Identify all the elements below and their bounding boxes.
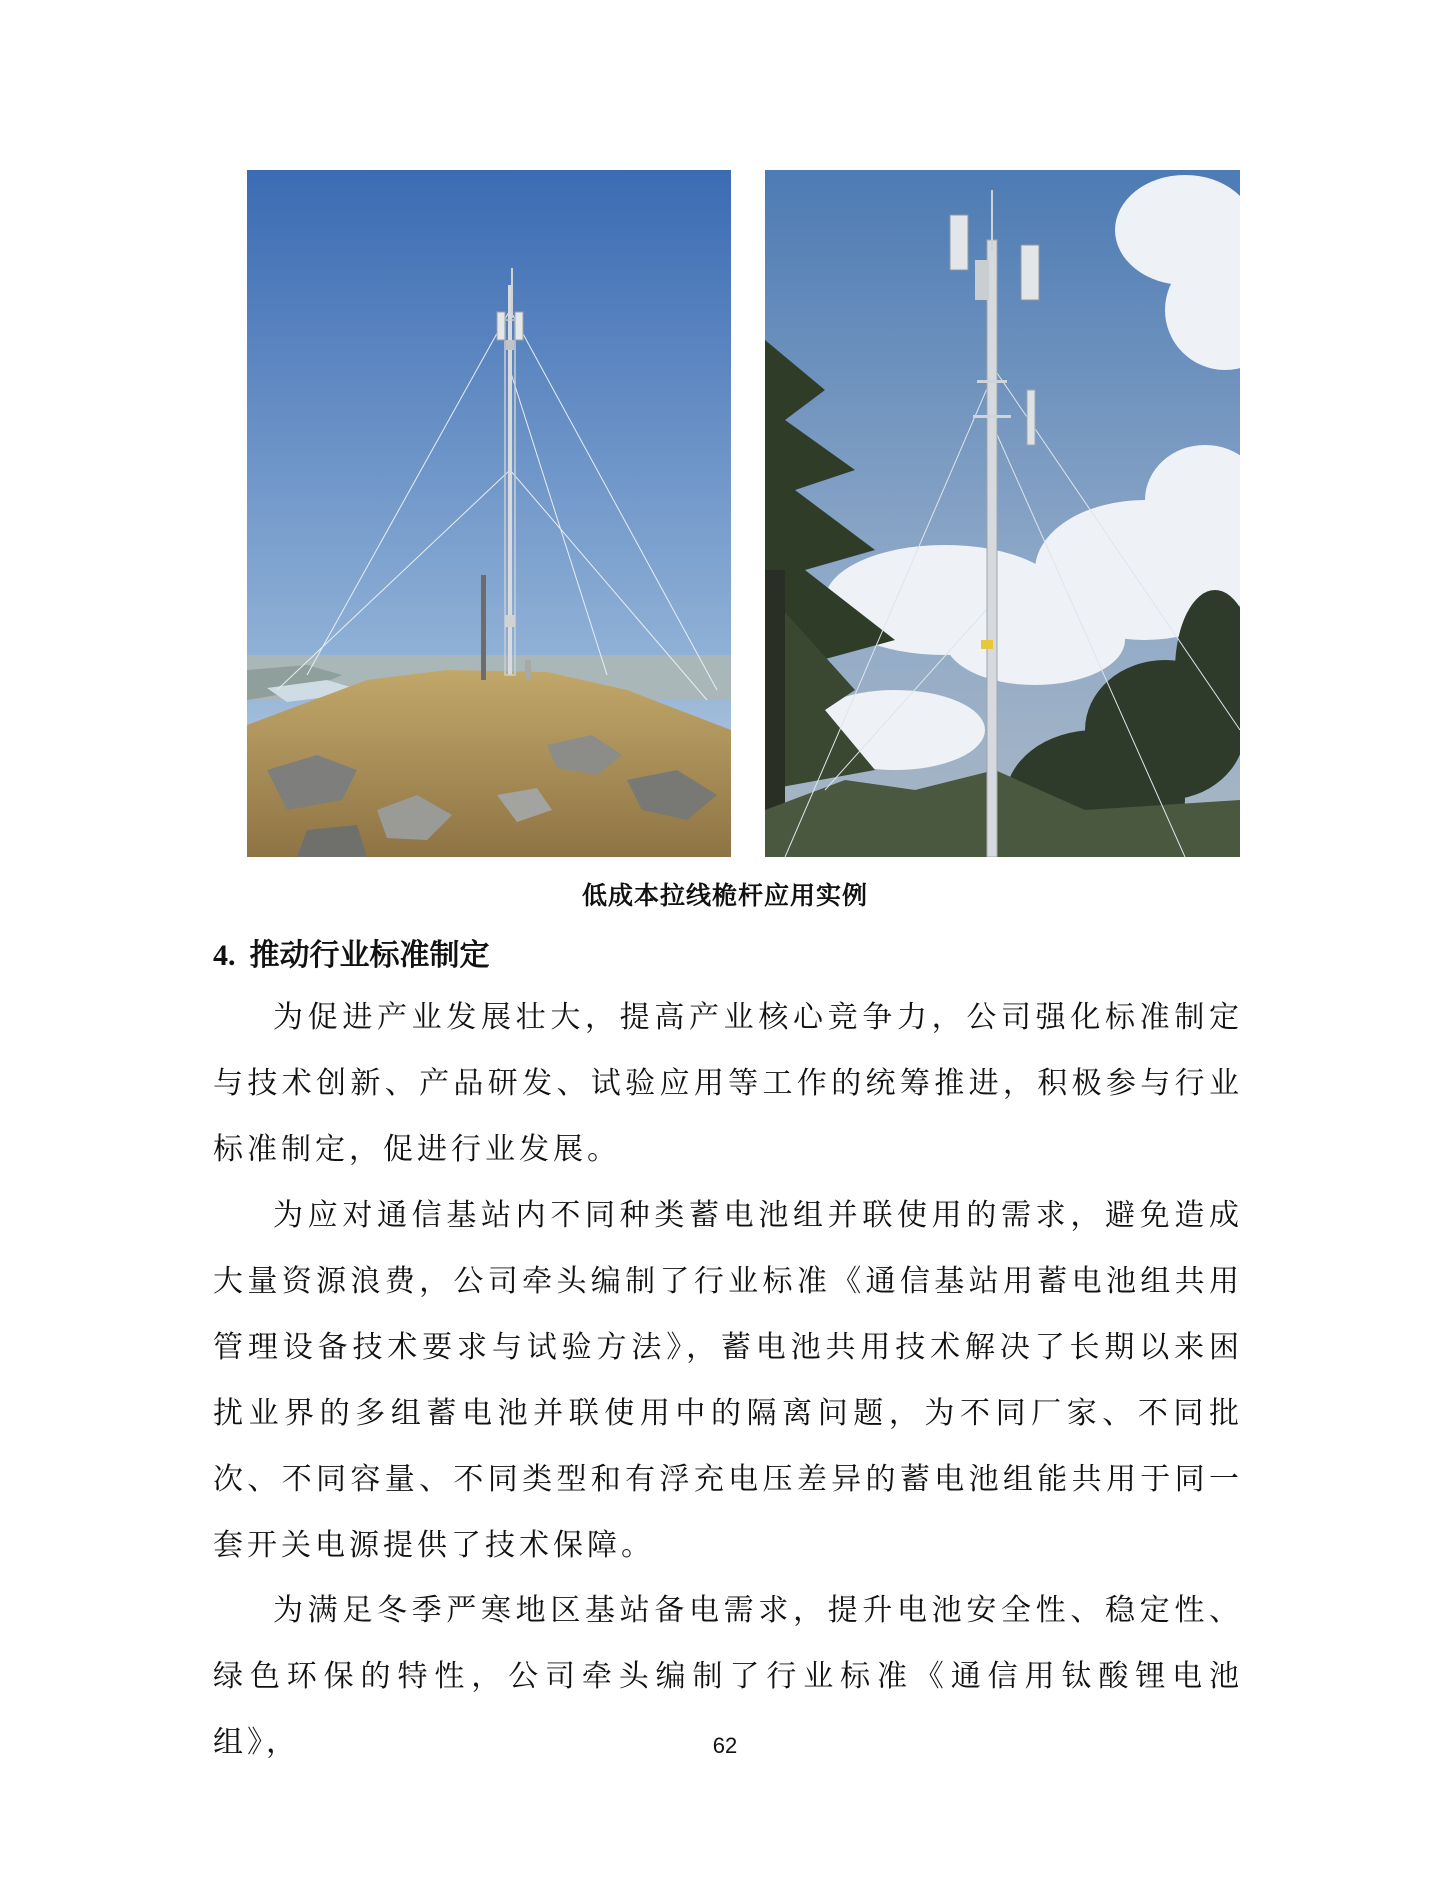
figure-caption: 低成本拉线桅杆应用实例 [581,881,868,910]
paragraph-text: 为促进产业发展壮大，提高产业核心竞争力，公司强化标准制定与技术创新、产品研发、试验应用等工作的统筹推进，积极参与行业标准制定，促进行业发展。 [213,1000,1243,1167]
mast-photo-hilltop [247,170,731,857]
body-paragraph [213,985,1243,1183]
section-title: 推动行业标准制定 [249,938,490,973]
section-number: 4. [213,939,236,972]
paragraph-text: 为应对通信基站内不同种类蓄电池组并联使用的需求，避免造成大量资源浪费，公司牵头编制了行业标准《通信基站用蓄电池组共用管理设备技术要求与试验方法》，蓄电池共用技术解决了长期以来困扰业界的多组蓄电池并联使用中的隔离问题，为不同厂家、不同批次、不同容量、不同类型和有浮充电压差异的蓄电池组能共用于同一套开关电源提供了技术保障。 [213,1198,1243,1563]
mast-photo-forest-image [765,170,1240,857]
paragraph-text: 为满足冬季严寒地区基站备电需求，提升电池安全性、稳定性、绿色环保的特性，公司牵头编制了行业标准《通信用钛酸锂电池组》， [213,1593,1243,1760]
section-heading [213,930,490,974]
mast-photo-hilltop-image [247,170,731,857]
page-number: 62 [712,1733,738,1758]
mast-photo-forest [765,170,1240,857]
body-paragraph [213,1183,1243,1579]
